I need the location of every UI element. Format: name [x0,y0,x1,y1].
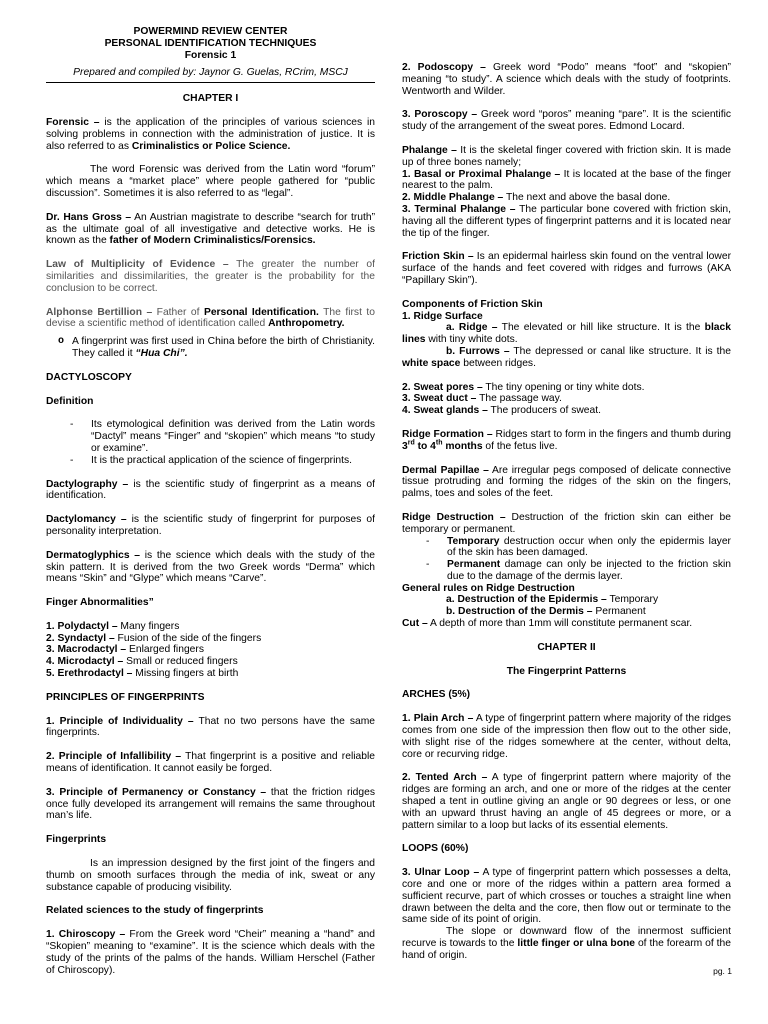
components-heading: Components of Friction Skin [402,298,543,310]
abnormality-item: 4. Microdactyl – Small or reduced fingers [46,656,238,668]
poroscopy-definition: 3. Poroscopy – Greek word “poros” meaning “pare”. It is the scientific study of the arrangement of the sweat pores. Edmond Locard. [402,109,731,133]
fingerprints-heading: Fingerprints [46,834,107,846]
dactyloscopy-heading: DACTYLOSCOPY [46,371,132,383]
phalange-item: 3. Terminal Phalange – The particular bone covered with friction skin, having all the different types of fingerprint patterns and it is located near the tip of the finger. [402,203,732,239]
abnormality-item: 1. Polydactyl – Many fingers [46,620,180,632]
left-column [46,26,375,976]
law-of-multiplicity: Law of Multiplicity of Evidence – The greater the number of similarities and dissimilarities, the greater is the probability for the conclusion to be correct. [46,259,375,294]
podoscopy-definition: 2. Podoscopy – Greek word “Podo” means “foot” and “skopien” meaning “to study”. A science which deals with the study of footprints. Wentworth and Wilder. [402,62,731,97]
abnormality-item: 5. Erethrodactyl – Missing fingers at birth [46,668,239,680]
dermal-papillae-definition: Dermal Papillae – Are irregular pegs composed of delicate connective tissue protruding and forming the ridges of the skin on the fingers, palms, toes and soles of the feet. [402,464,731,500]
forensic-definition: Forensic – is the application of the principles of various sciences in solving problems in connection with the administration of justice. It is also referred to as Criminalistics or Police Science. [46,116,376,152]
rule-item: a. Destruction of the Epidermis – Temporary [446,594,659,606]
cut-definition: Cut – A depth of more than 1mm will constitute permanent scar. [402,618,693,630]
principle-item: 1. Principle of Individuality – That no two persons have the same fingerprints. [46,715,376,739]
slope-paragraph: The slope or downward flow of the innermost sufficient recurve is towards to the little finger or ulna bone of the forearm of the hand of origin. [402,926,731,961]
abnormality-item: 3. Macrodactyl – Enlarged fingers [46,644,204,656]
ridge-destruction-definition: Ridge Destruction – Destruction of the friction skin can either be temporary or permanent. [402,511,731,535]
header-divider [46,82,375,83]
arches-heading: ARCHES (5%) [402,689,471,701]
component-item: 2. Sweat pores – The tiny opening or tiny white dots. [402,381,645,393]
org-name: POWERMIND REVIEW CENTER [133,26,288,37]
dactylomancy-definition: Dactylomancy – is the scientific study of fingerprint for purposes of personality interpretation. [46,514,375,537]
forensic-etymology: The word Forensic was derived from the Latin word “forum” which means a “market place” where people gathered for “public discussion”. Sometimes it is also referred to as “legal”. [46,164,375,199]
doc-subtitle: Forensic 1 [184,49,237,61]
ridge-surface-heading: 1. Ridge Surface [402,310,483,322]
dermatoglyphics-definition: Dermatoglyphics – is the science which deals with the study of the skin pattern. It is derived from the two Greek words “Derma” which means “Skin” and “Glype” which means “Carve”. [46,549,375,585]
definition-item: - It is the practical application of the science of fingerprints. [70,454,352,466]
chapter-2-subheading: The Fingerprint Patterns [506,665,627,677]
ulnar-loop-definition: 3. Ulnar Loop – A type of fingerprint pattern which possesses a delta, core and one or more of the ridges within a pattern area formed a sufficient recurve, part of which crosses or touches a straight line when drawn between the delta and the core, then flow out or terminate to the same side of its point of origin. [402,867,731,926]
related-sciences-heading: Related sciences to the study of fingerprints [46,905,264,917]
principle-item: 2. Principle of Infallibility – That fingerprint is a positive and reliable means of identification. It cannot easily be forged. [46,751,376,775]
chapter-2-heading: CHAPTER II [537,641,596,653]
temporary-destruction-item: - Temporary destruction occur when only the epidermis layer of the skin has been damaged. [426,535,731,559]
phalange-item: 2. Middle Phalange – The next and above the basal done. [402,192,671,204]
phalange-definition: Phalange – It is the skeletal finger covered with friction skin. It is made up of three bones namely; [402,144,731,168]
component-item: 3. Sweat duct – The passage way. [402,393,562,405]
dactylography-definition: Dactylography – is the scientific study of fingerprint as a means of identification. [46,478,375,502]
definition-heading: Definition [46,395,94,407]
rule-item: b. Destruction of the Dermis – Permanent [446,606,646,618]
page-number: pg. 1 [713,966,732,976]
component-item: 4. Sweat glands – The producers of sweat. [402,405,601,417]
right-column [402,26,731,962]
ridge-component: a. Ridge – The elevated or hill like structure. It is the black lines with tiny white dots. [402,322,731,346]
phalange-item: 1. Basal or Proximal Phalange – It is located at the base of the finger nearest to the palm. [402,168,732,192]
finger-abnormalities-heading: Finger Abnormalities” [46,597,154,609]
permanent-destruction-item: - Permanent damage can only be injected to the friction skin due to the damage of the dermis layer. [426,559,731,582]
principle-item: 3. Principle of Permanency or Constancy – that the friction ridges once fully developed its arrangement will remains the same throughout man’s life. [46,786,376,822]
tented-arch-definition: 2. Tented Arch – A type of fingerprint pattern where majority of the ridges are forming an arch, and one or more of the ridges at the center shaped a tent in outline giving an angle or 90 degrees or less, or one with an upward thrust having an angle of 45 degrees or more, or a pattern similar to a loop but lacks of its essential elements. [402,772,731,831]
principles-heading: PRINCIPLES OF FINGERPRINTS [46,691,205,703]
chiroscopy-definition: 1. Chiroscopy – From the Greek word “Cheir” meaning a “hand” and “Skopien” meaning to “examine”. It is the science which deals with the study of the prints of the palms of the hands. William Herschel (Father of Chiroscopy). [46,929,376,976]
hans-gross-paragraph: Dr. Hans Gross – An Austrian magistrate to describe “search for truth” as the ultimate goal of all investigative and detective works. He is known as the father of Modern Criminalistics/Forensics. [46,211,375,247]
doc-title: PERSONAL IDENTIFICATION TECHNIQUES [104,37,317,49]
author-line: Prepared and compiled by: Jaynor G. Guelas, RCrim, MSCJ [73,67,348,79]
furrows-component: b. Furrows – The depressed or canal like structure. It is the white space between ridges. [402,345,731,369]
bertillion-paragraph: Alphonse Bertillion – Father of Personal Identification. The first to devise a scientific method of identification called Anthropometry. [46,306,375,330]
ridge-formation-paragraph: Ridge Formation – Ridges start to form in the fingers and thumb during 3rd to 4th months of the fetus live. [402,428,731,452]
general-rules-heading: General rules on Ridge Destruction [402,582,575,594]
definition-item: - Its etymological definition was derived from the Latin words “Dactyl” means “Finger” and “skopien” which means “to study or examine”. [70,419,375,454]
fingerprints-definition: Is an impression designed by the first joint of the fingers and thumb on smooth surfaces through the media of ink, sweat or any substance capable of producing visibility. [46,858,375,893]
friction-skin-definition: Friction Skin – Is an epidermal hairless skin found on the ventral lower surface of the hands and feet covered with ridges and furrows (AKA “Papillary Skin”). [402,251,732,286]
hua-chi-bullet: o A fingerprint was first used in China before the birth of Christianity. They called it “Hua Chi”. [58,336,375,359]
loops-heading: LOOPS (60%) [402,843,469,855]
abnormality-item: 2. Syndactyl – Fusion of the side of the fingers [46,632,262,644]
plain-arch-definition: 1. Plain Arch – A type of fingerprint pattern where majority of the ridges comes from one side of the impression then flow out to the other side, with slight rise of the ridges somewhere at the center, without delta, core or recurving ridge. [402,713,731,760]
chapter-1-heading: CHAPTER I [182,93,239,105]
